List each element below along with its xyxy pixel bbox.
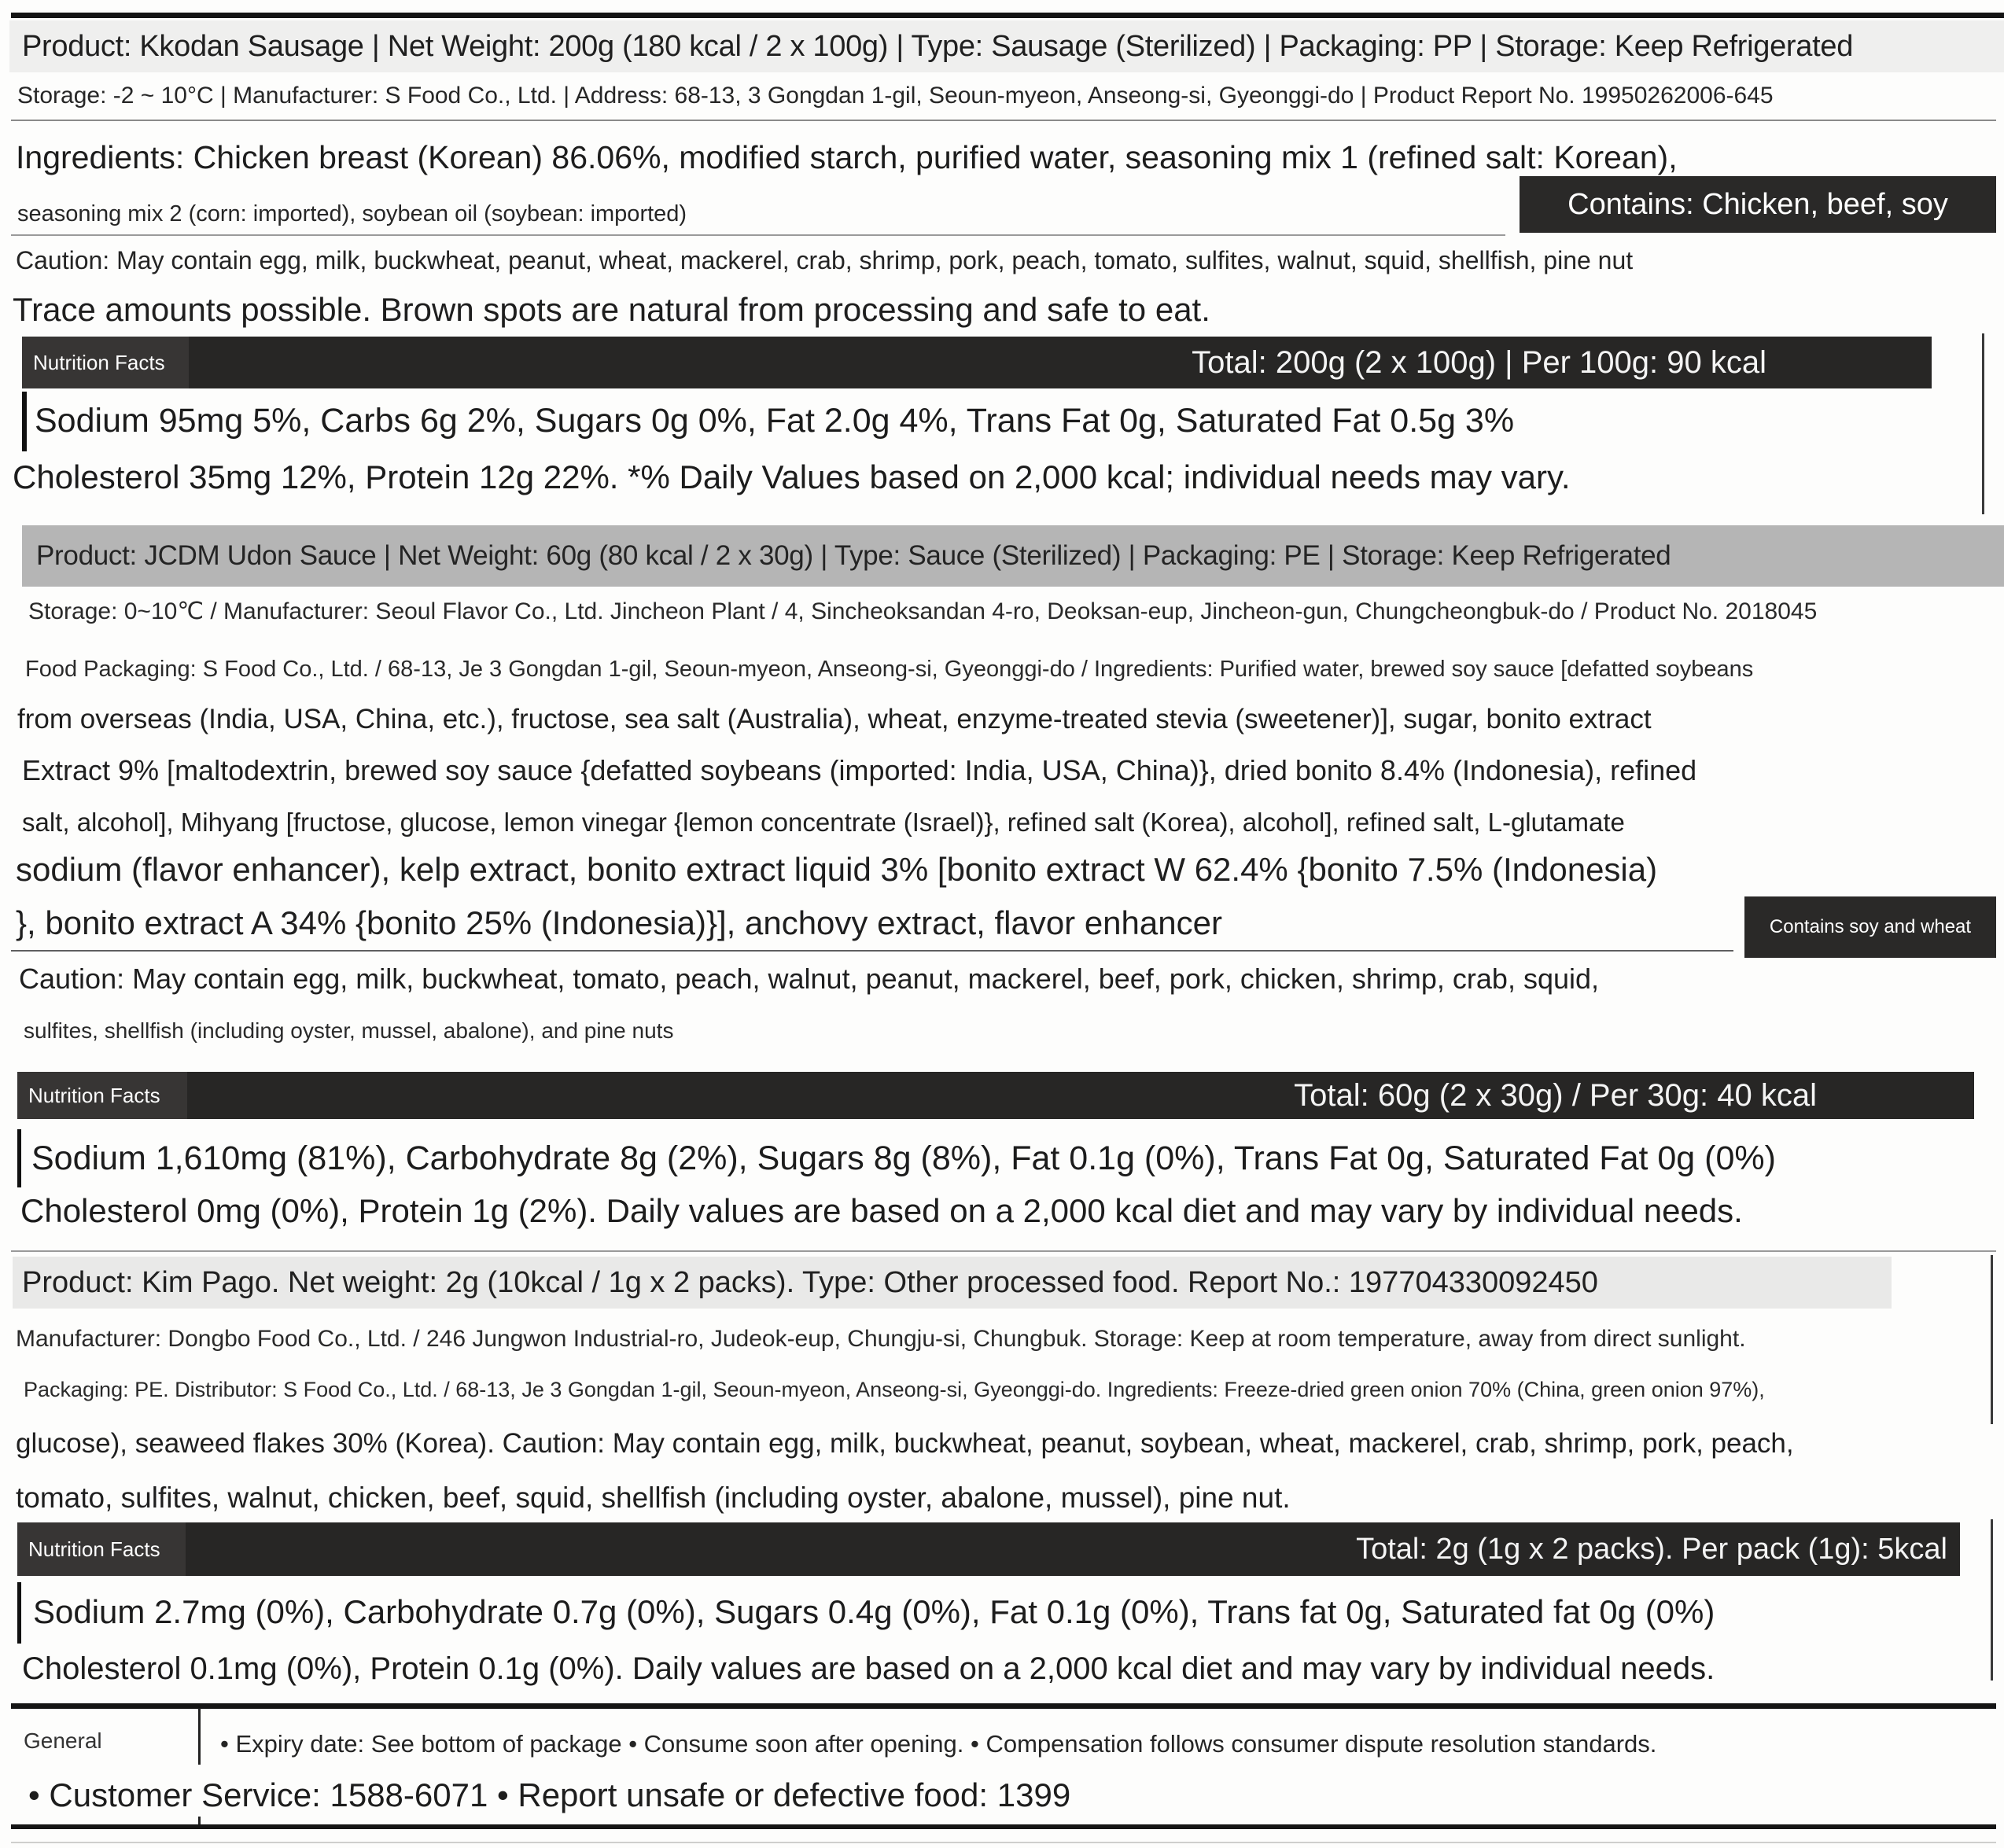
top-border-rule [11,13,2004,18]
general-info-line-1: • Expiry date: See bottom of package • Consume soon after opening. • Compensation follows consumer dispute resolution standards. [220,1730,1657,1758]
right-border-segment [1982,333,1984,514]
general-section-top-rule [11,1703,1996,1709]
product2-ingredients-line-1: from overseas (India, USA, China, etc.), fructose, sea salt (Australia), wheat, enzyme-treated stevia (sweetener)], sugar, bonito extract [17,704,1652,734]
product3-packaging-line: Packaging: PE. Distributor: S Food Co., Ltd. / 68-13, Je 3 Gongdan 1-gil, Seoun-myeon, Anseong-si, Gyeonggi-do. Ingredients: Freeze-dried green onion 70% (China, green onion 97%), [24,1378,1765,1401]
product2-header: Product: JCDM Udon Sauce | Net Weight: 60g (80 kcal / 2 x 30g) | Type: Sauce (Sterilized) | Packaging: PE | Storage: Keep Refrigerated [22,525,2004,587]
general-divider [198,1708,201,1765]
nutrition-facts-label: Nutrition Facts [17,1522,186,1576]
product2-allergen-badge: Contains soy and wheat [1744,896,1996,958]
left-border-mark [17,1582,21,1644]
product1-caution-line: Caution: May contain egg, milk, buckwheat, peanut, wheat, mackerel, crab, shrimp, pork, peach, tomato, sulfites, walnut, squid, shellfish, pine nut [16,246,1634,274]
left-border-mark [22,392,27,451]
product2-nutrition-line-2: Cholesterol 0mg (0%), Protein 1g (2%). Daily values are based on a 2,000 kcal diet and may vary by individual needs. [20,1192,1743,1229]
general-contact-line: • Customer Service: 1588-6071 • Report unsafe or defective food: 1399 [28,1776,1071,1813]
bottom-border-rule-thin [11,1842,1996,1843]
product1-nutrition-facts-bar [22,337,1932,388]
product3-nutrition-total: Total: 2g (1g x 2 packs). Per pack (1g): 5kcal [1356,1532,1947,1566]
product3-nutrition-line-2: Cholesterol 0.1mg (0%), Protein 0.1g (0%). Daily values are based on a 2,000 kcal diet and may vary by individual needs. [22,1651,1715,1686]
product2-storage-line: Storage: 0~10℃ / Manufacturer: Seoul Flavor Co., Ltd. Jincheon Plant / 4, Sincheoksandan 4-ro, Deoksan-eup, Jincheon-gun, Chungcheongbuk-do / Product No. 2018045 [28,598,1818,624]
divider-line [11,950,1733,952]
product2-nutrition-total: Total: 60g (2 x 30g) / Per 30g: 40 kcal [1294,1077,1817,1113]
product2-ingredients-line-5: }, bonito extract A 34% {bonito 25% (Indonesia)}], anchovy extract, flavor enhancer [16,904,1222,941]
general-section-label: General [24,1728,102,1753]
product1-header: Product: Kkodan Sausage | Net Weight: 200g (180 kcal / 2 x 100g) | Type: Sausage (Sterilized) | Packaging: PP | Storage: Keep Refrigerated [9,20,2004,72]
product3-nutrition-line-1: Sodium 2.7mg (0%), Carbohydrate 0.7g (0%), Sugars 0.4g (0%), Fat 0.1g (0%), Trans fat 0g, Saturated fat 0g (0%) [33,1593,1715,1630]
product1-nutrition-line-1: Sodium 95mg 5%, Carbs 6g 2%, Sugars 0g 0%, Fat 2.0g 4%, Trans Fat 0g, Saturated Fat 0.5g 3% [35,402,1515,440]
product1-allergen-badge: Contains: Chicken, beef, soy [1520,176,1996,233]
product2-ingredients-line-4: sodium (flavor enhancer), kelp extract, bonito extract liquid 3% [bonito extract W 62.4% {bonito 7.5% (Indonesia) [16,851,1658,888]
right-border-segment [1991,1255,1993,1424]
divider-line [11,1250,1996,1252]
product1-ingredients-line-1: Ingredients: Chicken breast (Korean) 86.06%, modified starch, purified water, seasoning mix 1 (refined salt: Korean), [16,139,1678,175]
product2-nutrition-line-1: Sodium 1,610mg (81%), Carbohydrate 8g (2%), Sugars 8g (8%), Fat 0.1g (0%), Trans Fat 0g, Saturated Fat 0g (0%) [31,1139,1776,1177]
nutrition-facts-label: Nutrition Facts [22,337,189,388]
divider-line [11,234,1505,236]
right-border-segment [1991,1519,1993,1681]
product1-storage-line: Storage: -2 ~ 10°C | Manufacturer: S Food Co., Ltd. | Address: 68-13, 3 Gongdan 1-gil, Seoun-myeon, Anseong-si, Gyeonggi-do | Product Report No. 19950262006-645 [17,83,1774,109]
product2-caution-line-2: sulfites, shellfish (including oyster, mussel, abalone), and pine nuts [24,1018,674,1043]
product3-header: Product: Kim Pago. Net weight: 2g (10kcal / 1g x 2 packs). Type: Other processed food. Report No.: 197704330092450 [13,1257,1892,1309]
product2-ingredients-line-2: Extract 9% [maltodextrin, brewed soy sauce {defatted soybeans (imported: India, USA, China)}, dried bonito 8.4% (Indonesia), refined [22,754,1697,786]
product1-trace-note: Trace amounts possible. Brown spots are natural from processing and safe to eat. [13,291,1210,328]
product3-manufacturer-line: Manufacturer: Dongbo Food Co., Ltd. / 246 Jungwon Industrial-ro, Judeok-eup, Chungju-si, Chungbuk. Storage: Keep at room temperature, away from direct sunlight. [16,1326,1746,1352]
product1-nutrition-line-2: Cholesterol 35mg 12%, Protein 12g 22%. *% Daily Values based on 2,000 kcal; individual needs may vary. [13,458,1571,495]
product1-ingredients-line-2: seasoning mix 2 (corn: imported), soybean oil (soybean: imported) [17,201,687,226]
product3-caution-line-2: tomato, sulfites, walnut, chicken, beef, squid, shellfish (including oyster, abalone, mussel), pine nut. [16,1482,1291,1514]
product2-nutrition-facts-bar [17,1072,1974,1119]
divider-line [11,120,1996,121]
product2-packaging-line: Food Packaging: S Food Co., Ltd. / 68-13, Je 3 Gongdan 1-gil, Seoun-myeon, Anseong-si, Gyeonggi-do / Ingredients: Purified water, brewed soy sauce [defatted soybeans [25,657,1754,682]
bottom-border-rule [11,1824,1996,1829]
left-border-mark [17,1129,21,1187]
nutrition-facts-label: Nutrition Facts [17,1072,187,1119]
product2-caution-line-1: Caution: May contain egg, milk, buckwheat, tomato, peach, walnut, peanut, mackerel, beef, pork, chicken, shrimp, crab, squid, [19,963,1600,995]
product2-ingredients-line-3: salt, alcohol], Mihyang [fructose, glucose, lemon vinegar {lemon concentrate (Israel)}, refined salt (Korea), alcohol], refined salt, L-glutamate [22,808,1625,837]
product3-caution-line-1: glucose), seaweed flakes 30% (Korea). Caution: May contain egg, milk, buckwheat, peanut, soybean, wheat, mackerel, crab, shrimp, pork, peach, [16,1428,1794,1459]
product3-nutrition-facts-bar [17,1522,1960,1576]
product1-nutrition-total: Total: 200g (2 x 100g) | Per 100g: 90 kcal [1192,344,1766,380]
